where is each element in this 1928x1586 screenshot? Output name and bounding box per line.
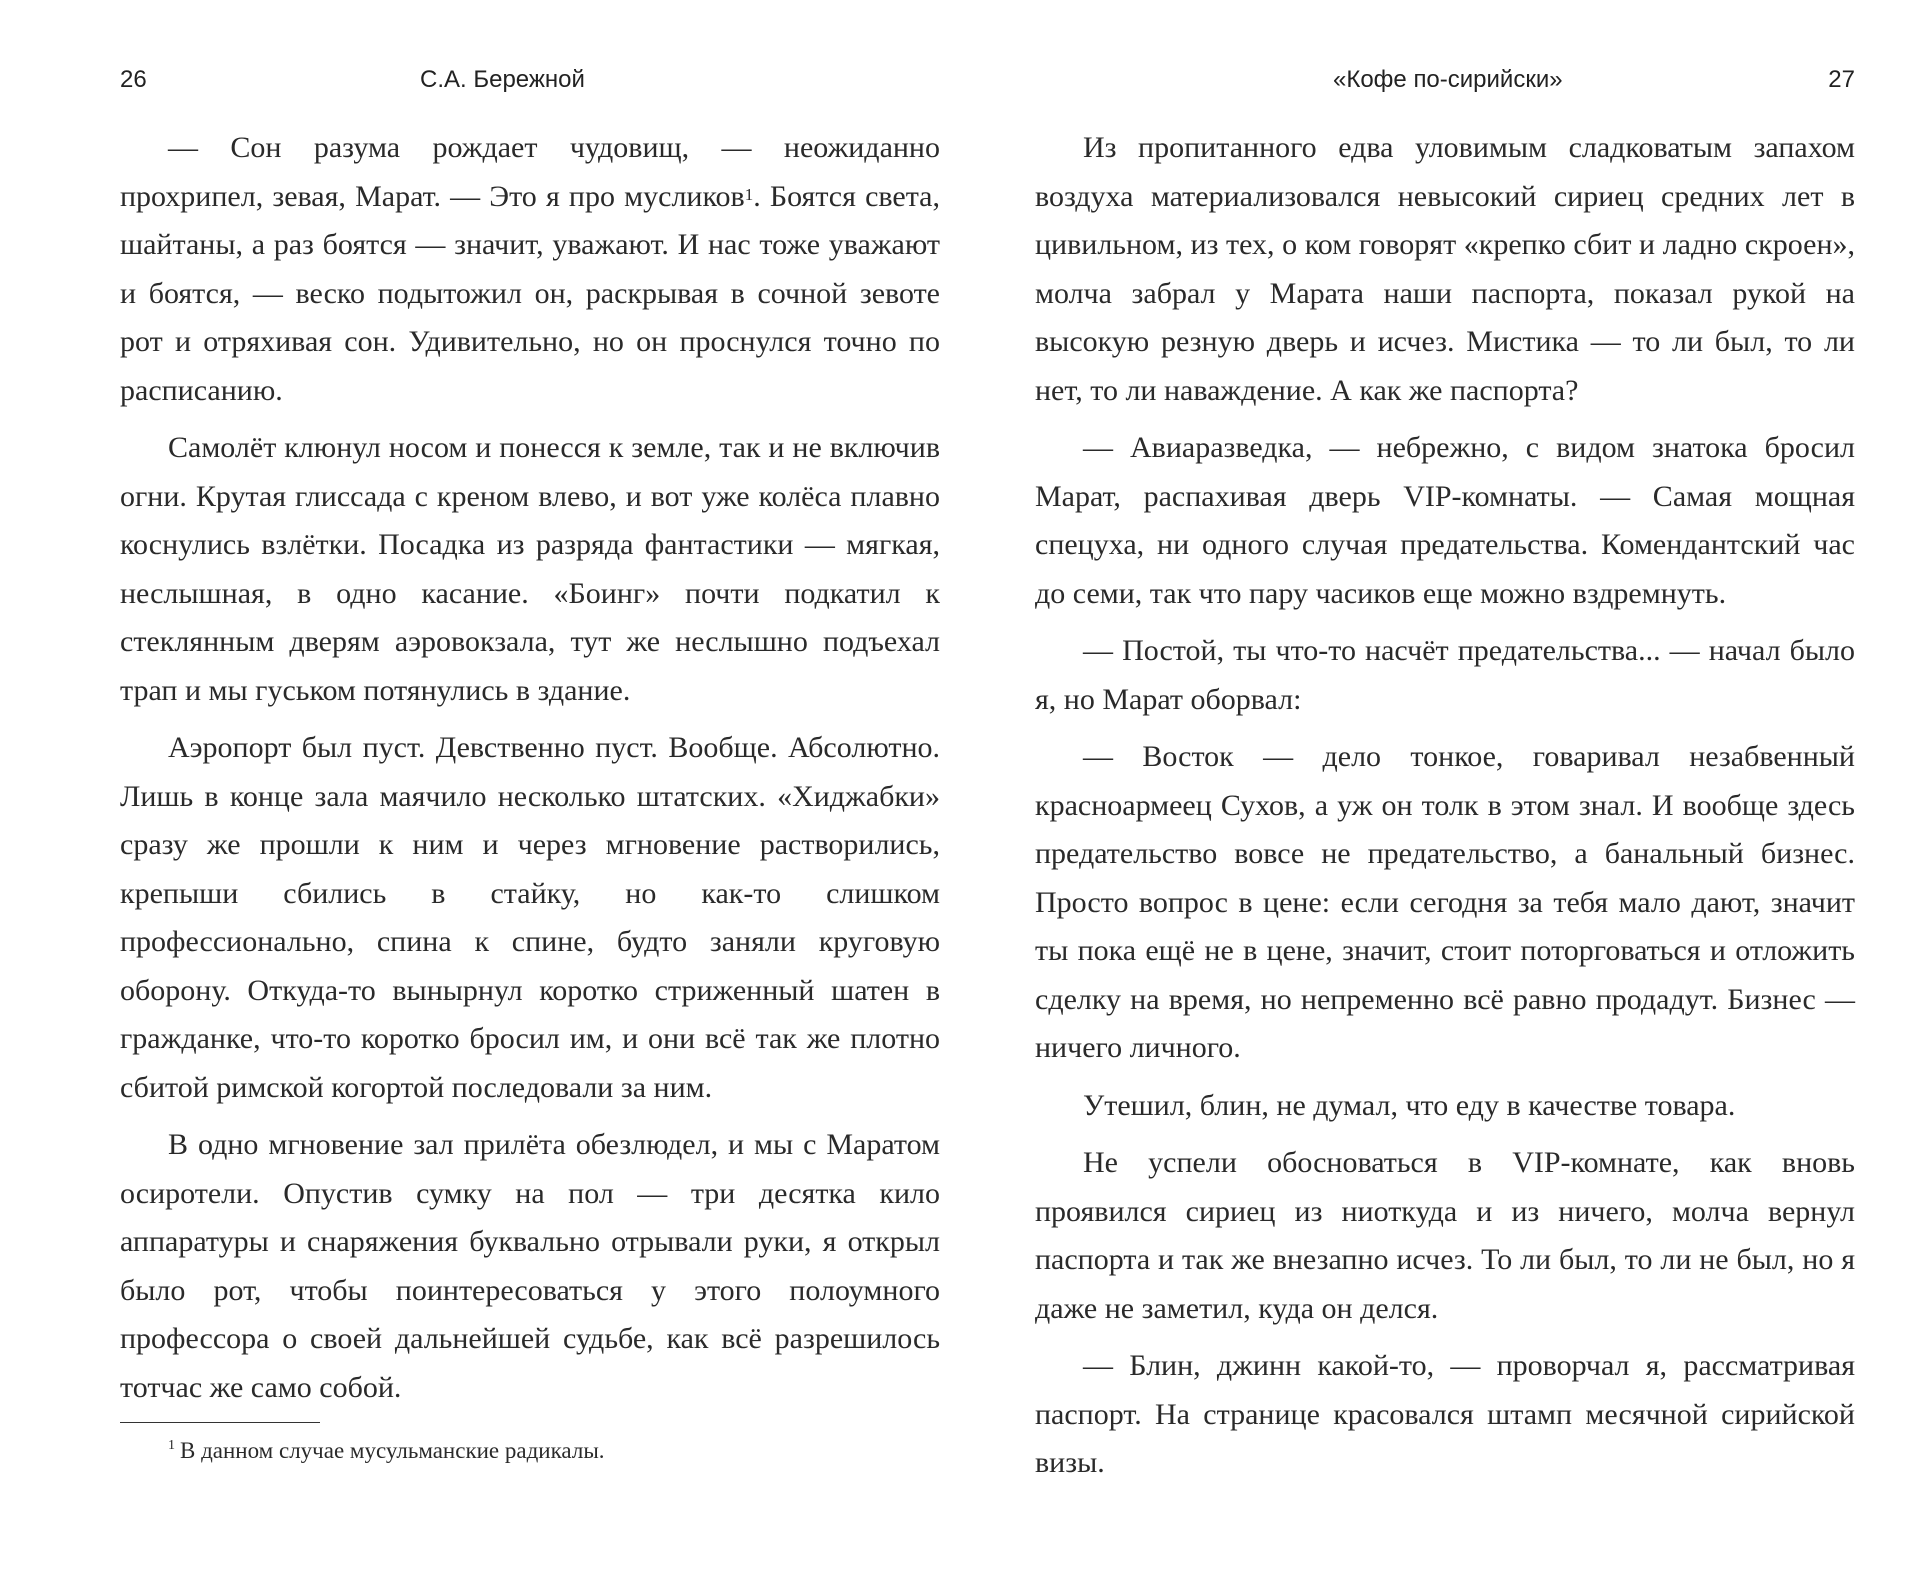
paragraph: — Блин, джинн какой-то, — проворчал я, рассматривая паспорт. На странице красовался штамп месячной сирийской визы. (1035, 1349, 1855, 1479)
paragraph-text: . Боятся света, шайтаны, а раз боятся — значит, уважают. И нас тоже уважают и боятся, — веско подытожил он, раскрывая в сочной зевоте рот и отряхивая сон. Удивительно, но он проснулся точно по расписанию. (120, 179, 940, 407)
left-body-text (120, 124, 940, 1421)
left-page-number: 26 (120, 66, 147, 93)
footnote-divider (120, 1422, 320, 1423)
paragraph: — Восток — дело тонкое, говаривал незабвенный красноармеец Сухов, а уж он толк в этом знал. И вообще здесь предательство вовсе не предательство, а банальный бизнес. Просто вопрос в цене: если сегодня за тебя мало дают, значит ты пока ещё не в цене, значит, стоит поторговаться и отложить сделку на время, но непременно всё равно продадут. Бизнес — ничего личного. (1035, 740, 1855, 1064)
paragraph: Аэропорт был пуст. Девственно пуст. Вообще. Абсолютно. Лишь в конце зала маячило несколько штатских. «Хиджабки» сразу же прошли к ним и через мгновение растворились, крепыши сбились в стайку, но как-то слишком профессионально, спина к спине, будто заняли круговую оборону. Откуда-то вынырнул коротко стриженный шатен в гражданке, что-то коротко бросил им, и они всё так же плотно сбитой римской когортой последовали за ним. (120, 731, 940, 1104)
paragraph: Из пропитанного едва уловимым сладковатым запахом воздуха материализовался невысокий сириец средних лет в цивильном, из тех, о ком говорят «крепко сбит и ладно скроен», молча забрал у Марата наши паспорта, показал рукой на высокую резную дверь и исчез. Мистика — то ли был, то ли нет, то ли наваждение. А как же паспорта? (1035, 131, 1855, 407)
right-page (1035, 0, 1855, 1586)
right-page-number: 27 (1828, 66, 1855, 93)
paragraph: — Авиаразведка, — небрежно, с видом знатока бросил Марат, распахивая дверь VIP-комнаты. — Самая мощная спецуха, ни одного случая предательства. Комендантский час до семи, так что пару часиков еще можно вздремнуть. (1035, 431, 1855, 610)
paragraph: В одно мгновение зал прилёта обезлюдел, и мы с Маратом осиротели. Опустив сумку на пол — три десятка кило аппаратуры и снаряжения буквально отрывали руки, я открыл было рот, чтобы поинтересоваться у этого полоумного профессора о своей дальнейшей судьбе, как всё разрешилось тотчас же само собой. (120, 1128, 940, 1404)
footnote-mark: 1 (168, 1438, 175, 1453)
footnote-text: В данном случае мусульманские радикалы. (180, 1438, 605, 1463)
paragraph: Не успели обосноваться в VIP-комнате, как вновь проявился сириец из ниоткуда и из ничего, молча вернул паспорта и так же внезапно исчез. То ли был, то ли не был, но я даже не заметил, куда он делся. (1035, 1146, 1855, 1325)
footnote (168, 1438, 928, 1464)
paragraph: — Постой, ты что-то насчёт предательства... — начал было я, но Марат оборвал: (1035, 634, 1855, 716)
left-header-title: С.А. Бережной (420, 66, 585, 93)
paragraph: Утешил, блин, не думал, что еду в качестве товара. (1083, 1088, 1736, 1122)
left-page (120, 0, 940, 1586)
paragraph-text: — Сон разума рождает чудовищ, — неожиданно прохрипел, зевая, Марат. — Это я про мусликов (120, 131, 940, 213)
paragraph (120, 124, 940, 415)
right-header-title: «Кофе по-сирийски» (1333, 66, 1563, 93)
paragraph: Самолёт клюнул носом и понесся к земле, так и не включив огни. Крутая глиссада с креном влево, и вот уже колёса плавно коснулись взлётки. Посадка из разряда фантастики — мягкая, неслышная, в одно касание. «Боинг» почти подкатил к стеклянным дверям аэровокзала, тут же неслышно подъехал трап и мы гуськом потянулись в здание. (120, 431, 940, 707)
footnote-reference: 1 (744, 184, 754, 204)
left-running-header (120, 66, 940, 100)
right-running-header (1035, 66, 1855, 100)
right-body-text (1035, 124, 1855, 1497)
